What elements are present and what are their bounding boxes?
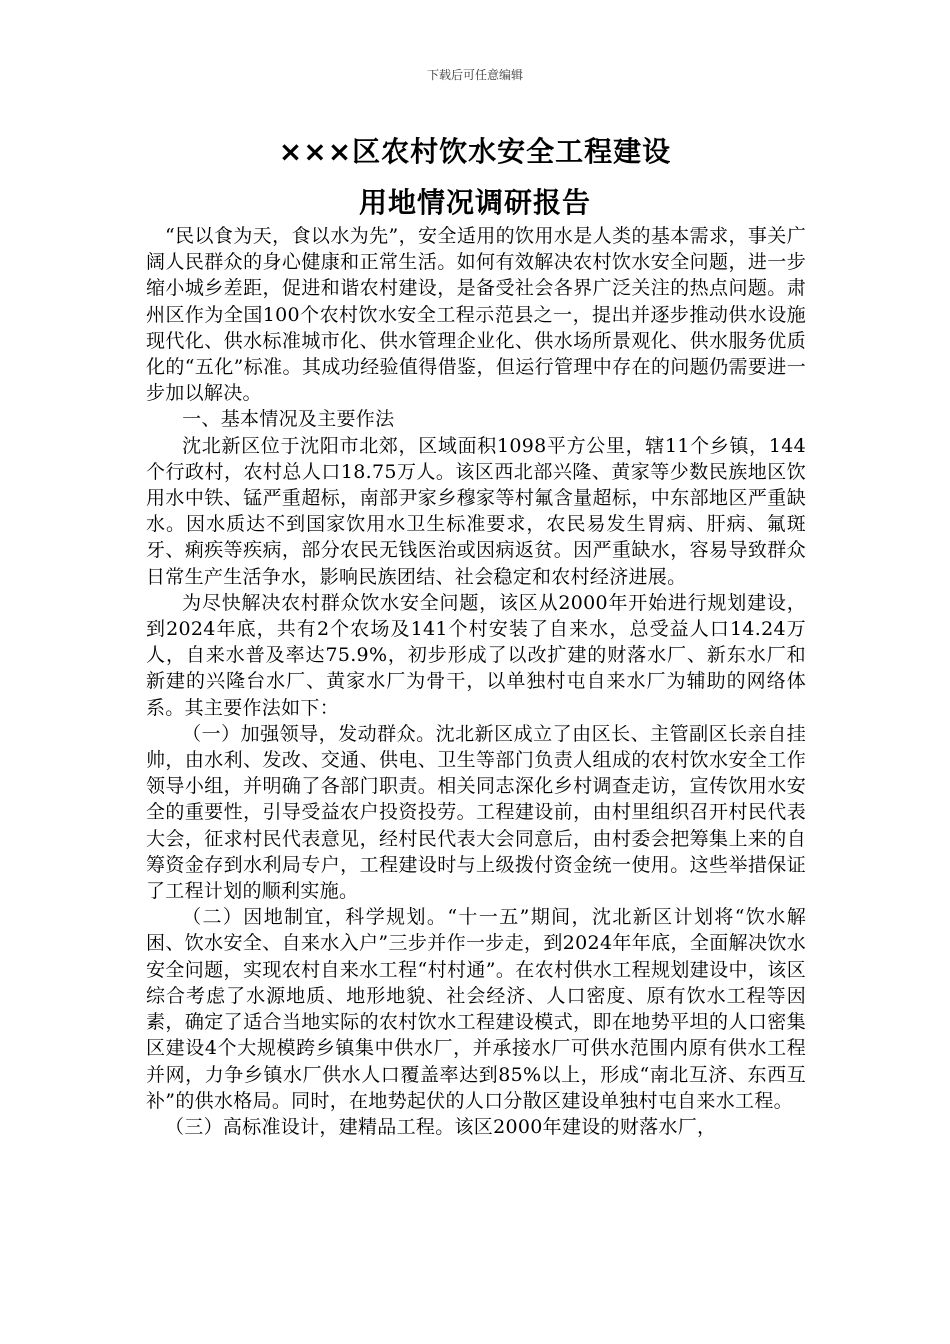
body-paragraph: 为尽快解决农村群众饮水安全问题，该区从2000年开始进行规划建设，到2024年底，共有2个农场及141个村安装了自来水，总受益人口14.24万人，自来水普及率达75.9%，初步形成了以改扩建的财落水厂、新东水厂和新建的兴隆台水厂、黄家水厂为骨干，以单独村屯自来水厂为辅助的网络体系。其主要作法如下： xyxy=(146,591,806,719)
intro-paragraph: “民以食为天，食以水为先”，安全适用的饮用水是人类的基本需求，事关广阔人民群众的身心健康和正常生活。如何有效解决农村饮水安全问题，进一步缩小城乡差距，促进和谐农村建设，是备受社会各界广泛关注的热点问题。肃州区作为全国100个农村饮水安全工程示范县之一，提出并逐步推动供水设施现代化、供水标准城市化、供水管理企业化、供水场所景观化、供水服务优质化的“五化”标准。其成功经验值得借鉴，但运行管理中存在的问题仍需要进一步加以解决。 xyxy=(146,225,806,405)
body-paragraph: （二）因地制宜，科学规划。“十一五”期间，沈北新区计划将“饮水解困、饮水安全、自来水入户”三步并作一步走，到2024年年底，全面解决饮水安全问题，实现农村自来水工程“村村通”。在农村供水工程规划建设中，该区综合考虑了水源地质、地形地貌、社会经济、人口密度、原有饮水工程等因素，确定了适合当地实际的农村饮水工程建设模式，即在地势平坦的人口密集区建设4个大规模跨乡镇集中供水厂，并承接水厂可供水范围内原有供水工程并网，力争乡镇水厂供水人口覆盖率达到85%以上，形成“南北互济、东西互补”的供水格局。同时，在地势起伏的人口分散区建设单独村屯自来水工程。 xyxy=(146,906,806,1112)
body-paragraph: （三）高标准设计，建精品工程。该区2000年建设的财落水厂， xyxy=(165,1115,717,1138)
document-title-line-1: ×××区农村饮水安全工程建设 xyxy=(278,135,672,168)
section-heading: 一、基本情况及主要作法 xyxy=(182,408,395,431)
body-paragraph: 沈北新区位于沈阳市北郊，区域面积1098平方公里，辖11个乡镇，144个行政村，农村总人口18.75万人。该区西北部兴隆、黄家等少数民族地区饮用水中铁、锰严重超标，南部尹家乡穆家等村氟含量超标，中东部地区严重缺水。因水质达不到国家饮用水卫生标准要求，农民易发生胃病、肝病、氟斑牙、痢疾等疾病，部分农民无钱医治或因病返贫。因严重缺水，容易导致群众日常生产生活争水，影响民族团结、社会稳定和农村经济进展。 xyxy=(146,434,806,588)
document-body xyxy=(146,223,806,1140)
document-title-line-2: 用地情况调研报告 xyxy=(358,186,591,219)
body-paragraph: （一）加强领导，发动群众。沈北新区成立了由区长、主管副区长亲自挂帅，由水利、发改、交通、供电、卫生等部门负责人组成的农村饮水安全工作领导小组，并明确了各部门职责。相关同志深化乡村调查走访，宣传饮用水安全的重要性，引导受益农户投资投劳。工程建设前，由村里组织召开村民代表大会，征求村民代表意见，经村民代表大会同意后，由村委会把筹集上来的自筹资金存到水利局专户，工程建设时与上级拨付资金统一使用。这些举措保证了工程计划的顺利实施。 xyxy=(146,722,806,903)
header-note: 下载后可任意编辑 xyxy=(426,68,523,82)
